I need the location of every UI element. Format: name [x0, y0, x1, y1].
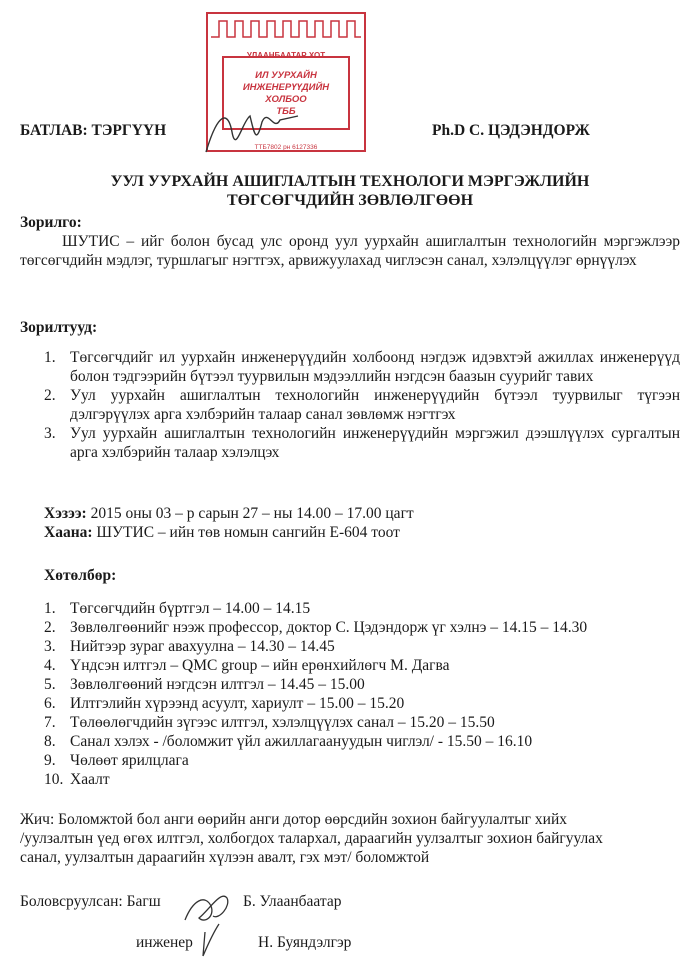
program-list — [44, 599, 684, 789]
program-text: Чөлөөт ярилцлага — [70, 752, 189, 769]
program-text: Нийтээр зураг авахуулна – 14.30 – 14.45 — [70, 638, 335, 655]
program-number: 1. — [44, 600, 56, 617]
program-item — [44, 675, 684, 694]
title-line: ТӨГСӨГЧДИЙН ЗӨВЛӨЛГӨӨН — [226, 192, 474, 209]
stamp-name-line: ИЛ УУРХАЙН — [255, 70, 317, 81]
objective-text: Уул уурхайн ашиглалтын технологийн инженерүүдийн мэргэжил дээшлүүлэх сургалтын арга хэлбэрийн талаар хэлэлцэх — [70, 425, 680, 461]
stamp-name-line: ИНЖЕНЕРҮҮДИЙН — [242, 82, 330, 93]
program-item — [44, 637, 684, 656]
objectives-heading: Зорилтууд: — [20, 319, 98, 336]
program-text: Илтгэлийн хүрээнд асуулт, хариулт – 15.00 – 15.20 — [70, 695, 405, 712]
event-time-value: 2015 оны 03 – р сарын 27 – ны 14.00 – 17.00 цагт — [86, 505, 414, 522]
title-line: УУЛ УУРХАЙН АШИГЛАЛТЫН ТЕХНОЛОГИ МЭРГЭЖЛИЙН — [110, 173, 590, 190]
program-item — [44, 732, 684, 751]
program-number: 2. — [44, 619, 56, 636]
program-number: 7. — [44, 714, 56, 731]
program-number: 9. — [44, 752, 56, 769]
preparer-name-2: Н. Буяндэлгэр — [258, 934, 352, 951]
program-text: Зөвлөлгөөнийг нээж профессор, доктор С. Цэдэндорж үг хэлнэ – 14.15 – 14.30 — [70, 619, 588, 636]
objective-number: 2. — [44, 387, 56, 404]
program-number: 3. — [44, 638, 56, 655]
objectives-list — [44, 348, 680, 462]
approval-signer: Ph.D С. ЦЭДЭНДОРЖ — [432, 122, 590, 139]
goal-heading: Зорилго: — [20, 214, 82, 231]
stamp-registration: ТТБ7802 рн 6127336 — [254, 144, 318, 151]
program-number: 10. — [44, 771, 64, 788]
preparer-name-1: Б. Улаанбаатар — [243, 893, 342, 910]
stamp-border-ornament — [211, 17, 361, 41]
document-title — [0, 172, 700, 210]
program-text: Үндсэн илтгэл – QMC group – ийн ерөнхийлөгч М. Дагва — [70, 657, 450, 674]
event-time — [44, 504, 414, 523]
program-item — [44, 694, 684, 713]
program-heading: Хөтөлбөр: — [44, 567, 117, 584]
program-text: Төлөөлөгчдийн зүгээс илтгэл, хэлэлцүүлэх санал – 15.20 – 15.50 — [70, 714, 495, 731]
event-time-label: Хэзээ: — [44, 505, 87, 522]
footnote-line: Жич: Боломжтой бол анги өөрийн анги дотор өөрсдийн зохион байгуулалтыг хийх — [20, 811, 568, 828]
objective-item — [44, 424, 680, 462]
program-text: Санал хэлэх - /боломжит үйл ажиллагаануудын чиглэл/ - 15.50 – 16.10 — [70, 733, 533, 750]
program-text: Хаалт — [70, 771, 110, 788]
footnote-line: /уулзалтын үед өгөх илтгэл, холбогдох талархал, дараагийн уулзалтыг зохион байгуулах — [20, 830, 603, 847]
footnote — [20, 810, 690, 867]
program-item — [44, 770, 684, 789]
program-number: 5. — [44, 676, 56, 693]
preparer-signature — [175, 880, 245, 960]
event-location-value: ШУТИС – ийн төв номын сангийн Е-604 тоот — [92, 524, 400, 541]
objective-item — [44, 348, 680, 386]
approval-label: БАТЛАВ: ТЭРГҮҮН — [20, 122, 167, 139]
program-number: 6. — [44, 695, 56, 712]
program-text: Зөвлөлгөөний нэгдсэн илтгэл – 14.45 – 15.00 — [70, 676, 365, 693]
objective-number: 1. — [44, 349, 56, 366]
stamp-city: УЛААНБААТАР ХОТ — [246, 51, 326, 60]
event-location — [44, 523, 400, 542]
stamp-name-line: ХОЛБОО — [265, 94, 307, 105]
program-item — [44, 751, 684, 770]
program-item — [44, 599, 684, 618]
footnote-line: санал, уулзалтын дараагийн хүлээн авалт, гэх мэт/ боломжтой — [20, 849, 430, 866]
prepared-by-label: Боловсруулсан: Багш — [20, 893, 161, 910]
objective-text: Төгсөгчдийг ил уурхайн инженерүүдийн холбоонд нэгдэж идэвхтэй ажиллах инженерүүд болон тэдгээрийн бүтээл туурвилын мэдээллийн нэгдсэн баазын суурийг тавих — [70, 349, 680, 385]
program-number: 8. — [44, 733, 56, 750]
program-text: Төгсөгчдийн бүртгэл – 14.00 – 14.15 — [70, 600, 311, 617]
objective-number: 3. — [44, 425, 56, 442]
program-item — [44, 656, 684, 675]
goal-text: ШУТИС – ийг болон бусад улс оронд уул уурхайн ашиглалтын технологийн мэргэжлээр төгсөгчдийн мэдлэг, туршлагыг нэгтгэх, арвижуулахад чиглэсэн санал, хэлэлцүүлэг өрнүүлэх — [20, 233, 680, 269]
program-number: 4. — [44, 657, 56, 674]
objective-text: Уул уурхайн ашиглалтын технологийн инженерүүдийн бүтээл туурвилыг түгээн дэлгэрүүлэх арга хэлбэрийн талаар санал зөвлөмж нэгтгэх — [70, 387, 680, 423]
objective-item — [44, 386, 680, 424]
program-item — [44, 713, 684, 732]
preparer-role-2: инженер — [136, 934, 193, 951]
program-item — [44, 618, 684, 637]
event-location-label: Хаана: — [44, 524, 93, 541]
approval-signature — [198, 102, 308, 162]
stamp-name-line: ТББ — [276, 106, 296, 117]
